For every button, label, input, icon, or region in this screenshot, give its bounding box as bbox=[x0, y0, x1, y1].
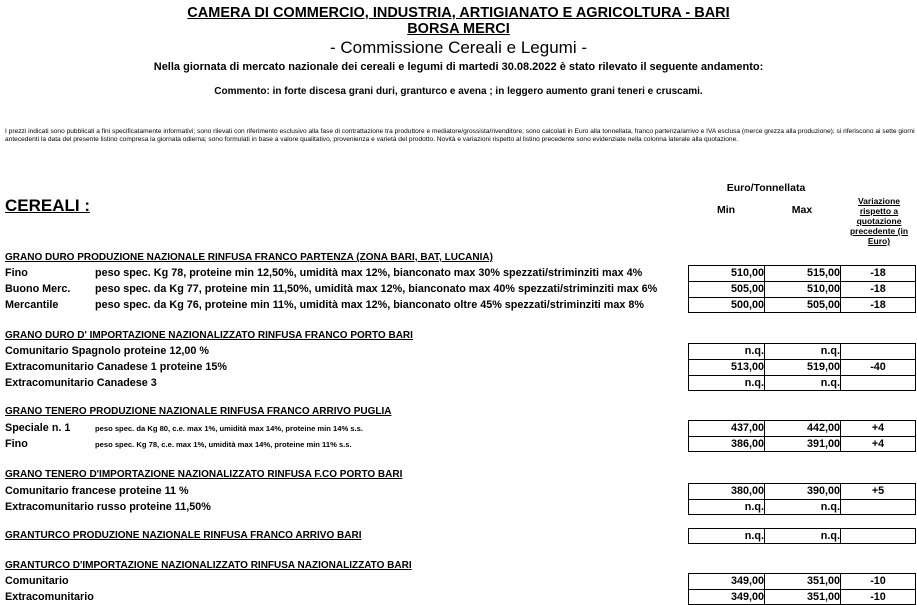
min-price-cell: 349,00 bbox=[688, 573, 765, 589]
product-label: Speciale n. 1 bbox=[5, 422, 71, 434]
table-row bbox=[0, 297, 917, 313]
variation-cell: +4 bbox=[840, 436, 916, 452]
min-price-cell: 505,00 bbox=[688, 281, 765, 297]
table-row bbox=[0, 281, 917, 297]
product-specs: peso spec. da Kg 77, proteine min 11,50%, umidità max 12%, bianconato max 40% spezzati/striminziti max 6% bbox=[95, 283, 658, 295]
max-column-header: Max bbox=[791, 204, 813, 216]
table-row bbox=[0, 420, 917, 436]
variation-cell: -10 bbox=[840, 589, 916, 605]
header-chamber-title: CAMERA DI COMMERCIO, INDUSTRIA, ARTIGIANATO E AGRICOLTURA - BARI bbox=[187, 5, 730, 21]
product-label: Extracomunitario bbox=[5, 591, 94, 603]
min-price-cell: n.q. bbox=[688, 528, 765, 544]
variation-cell: -18 bbox=[840, 281, 916, 297]
table-row bbox=[0, 573, 917, 589]
product-specs: peso spec. da Kg 80, c.e. max 1%, umidità max 14%, proteine min 14% s.s. bbox=[95, 424, 363, 433]
variation-column-header: Variazione rispetto a quotazione precedente (in Euro) bbox=[849, 196, 909, 246]
max-price-cell: 510,00 bbox=[764, 281, 841, 297]
min-price-cell: n.q. bbox=[688, 343, 765, 359]
max-price-cell: 351,00 bbox=[764, 589, 841, 605]
market-comment: Commento: in forte discesa grani duri, granturco e avena ; in leggero aumento grani teneri e cruscami. bbox=[214, 86, 703, 97]
variation-cell: -40 bbox=[840, 359, 916, 375]
max-price-cell: 391,00 bbox=[764, 436, 841, 452]
section-title: GRANO TENERO D'IMPORTAZIONE NAZIONALIZZATO RINFUSA F.CO PORTO BARI bbox=[5, 469, 403, 480]
max-price-cell: 442,00 bbox=[764, 420, 841, 436]
max-price-cell: n.q. bbox=[764, 375, 841, 391]
variation-cell bbox=[840, 499, 916, 515]
product-label: Buono Merc. bbox=[5, 283, 71, 295]
variation-cell bbox=[840, 375, 916, 391]
product-label: Comunitario francese proteine 11 % bbox=[5, 485, 189, 497]
currency-header: Euro/Tonnellata bbox=[726, 182, 806, 194]
table-row bbox=[0, 483, 917, 499]
section-title: GRANO TENERO PRODUZIONE NAZIONALE RINFUSA FRANCO ARRIVO PUGLIA bbox=[5, 406, 392, 417]
product-label: Extracomunitario Canadese 1 proteine 15% bbox=[5, 361, 228, 373]
variation-cell: -18 bbox=[840, 265, 916, 281]
product-label: Extracomunitario Canadese 3 bbox=[5, 377, 157, 389]
min-price-cell: 380,00 bbox=[688, 483, 765, 499]
max-price-cell: 505,00 bbox=[764, 297, 841, 313]
section-title: GRANO DURO PRODUZIONE NAZIONALE RINFUSA FRANCO PARTENZA (ZONA BARI, BAT, LUCANIA) bbox=[5, 252, 493, 263]
min-price-cell: 437,00 bbox=[688, 420, 765, 436]
variation-cell bbox=[840, 343, 916, 359]
product-label: Comunitario bbox=[5, 575, 69, 587]
section-title: GRANO DURO D' IMPORTAZIONE NAZIONALIZZATO RINFUSA FRANCO PORTO BARI bbox=[5, 330, 413, 341]
min-price-cell: 349,00 bbox=[688, 589, 765, 605]
min-price-cell: 500,00 bbox=[688, 297, 765, 313]
min-price-cell: n.q. bbox=[688, 499, 765, 515]
product-specs: peso spec. Kg 78, proteine min 12,50%, umidità max 12%, bianconato max 30% spezzati/striminziti max 4% bbox=[95, 267, 643, 279]
product-label: Comunitario Spagnolo proteine 12,00 % bbox=[5, 345, 209, 357]
variation-cell: -18 bbox=[840, 297, 916, 313]
product-label: Fino bbox=[5, 267, 28, 279]
max-price-cell: n.q. bbox=[764, 528, 841, 544]
table-row bbox=[0, 343, 917, 359]
product-label: Mercantile bbox=[5, 299, 59, 311]
min-price-cell: n.q. bbox=[688, 375, 765, 391]
table-row bbox=[0, 528, 917, 544]
product-specs: peso spec. Kg 78, c.e. max 1%, umidità max 14%, proteine min 11% s.s. bbox=[95, 440, 352, 449]
table-row bbox=[0, 359, 917, 375]
section-title: GRANTURCO D'IMPORTAZIONE NAZIONALIZZATO RINFUSA NAZIONALIZZATO BARI bbox=[5, 560, 412, 571]
min-price-cell: 510,00 bbox=[688, 265, 765, 281]
max-price-cell: 519,00 bbox=[764, 359, 841, 375]
max-price-cell: 351,00 bbox=[764, 573, 841, 589]
max-price-cell: 515,00 bbox=[764, 265, 841, 281]
section-title: GRANTURCO PRODUZIONE NAZIONALE RINFUSA FRANCO ARRIVO BARI bbox=[5, 530, 362, 541]
header-commission: - Commissione Cereali e Legumi - bbox=[330, 38, 587, 57]
product-label: Fino bbox=[5, 438, 28, 450]
disclaimer-text: I prezzi indicati sono pubblicati a fini specificatamente informativi; sono rilevati con riferimento esclusivo alla fase di contrattazione tra produttore e mediatore/grossista/rivenditore; sono calcolati in Euro alla tonnellata, franco partenza/arrivo e IVA esclusa (merce grezza alla produzione); si riferiscono ai sette giorni antecedenti la data del presente listino compresa la giornata odierna; sono formulati in base a valore qualitativo, provenienza e varietà del prodotto. Novità e variazioni rispetto al listino precedente sono evidenziate nella colonna laterale alla quotazione. bbox=[5, 128, 915, 143]
table-row bbox=[0, 436, 917, 452]
product-label: Extracomunitario russo proteine 11,50% bbox=[5, 501, 211, 513]
max-price-cell: n.q. bbox=[764, 499, 841, 515]
market-date-line: Nella giornata di mercato nazionale dei cereali e legumi di martedi 30.08.2022 è stato rilevato il seguente andamento: bbox=[153, 61, 764, 73]
min-price-cell: 513,00 bbox=[688, 359, 765, 375]
table-row bbox=[0, 589, 917, 605]
cereali-heading: CEREALI : bbox=[5, 196, 90, 215]
table-row bbox=[0, 375, 917, 391]
min-column-header: Min bbox=[716, 204, 736, 216]
max-price-cell: n.q. bbox=[764, 343, 841, 359]
max-price-cell: 390,00 bbox=[764, 483, 841, 499]
variation-cell bbox=[840, 528, 916, 544]
header-borsa-merci: BORSA MERCI bbox=[407, 21, 510, 37]
table-row bbox=[0, 499, 917, 515]
variation-cell: +4 bbox=[840, 420, 916, 436]
variation-cell: +5 bbox=[840, 483, 916, 499]
variation-cell: -10 bbox=[840, 573, 916, 589]
product-specs: peso spec. da Kg 76, proteine min 11%, umidità max 12%, bianconato oltre 45% spezzati/striminziti max 8% bbox=[95, 299, 645, 311]
min-price-cell: 386,00 bbox=[688, 436, 765, 452]
table-row bbox=[0, 265, 917, 281]
